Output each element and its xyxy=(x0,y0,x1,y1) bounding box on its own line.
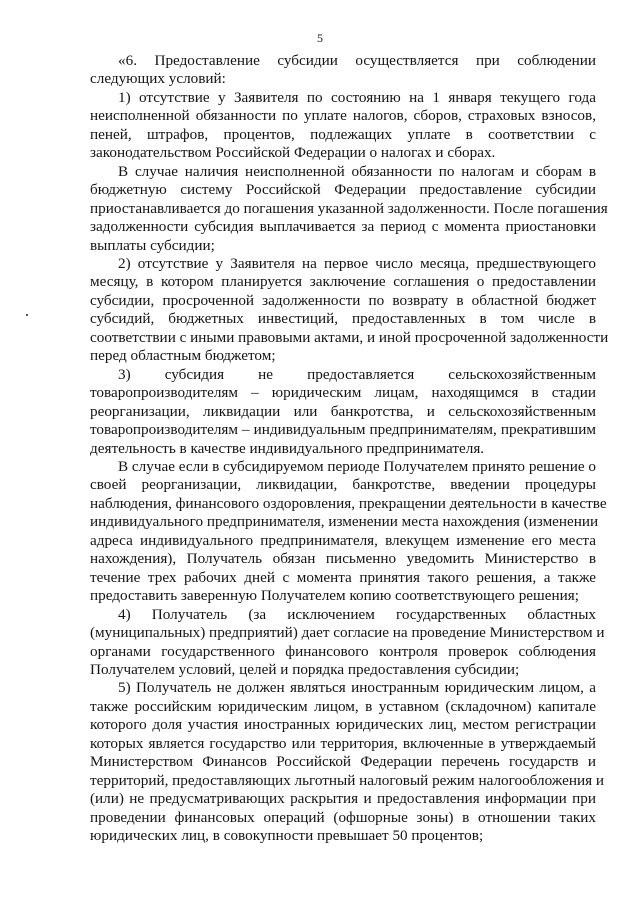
text-line: предоставить заверенную Получателем копию соответствующего решения; xyxy=(90,587,579,605)
text-line: адреса индивидуального предпринимателя, влекущем изменение его места xyxy=(90,531,596,549)
text-line: индивидуального предпринимателя, изменении места нахождения (изменении xyxy=(90,513,599,531)
text-line: которых является государство или территория, включенные в утверждаемый xyxy=(90,734,596,752)
text-line: деятельность в качестве индивидуального предпринимателя. xyxy=(90,439,485,457)
text-line: наблюдения, финансового оздоровления, прекращении деятельности в качестве xyxy=(90,494,607,512)
text-line: 5) Получатель не должен являться иностранным юридическим лицом, а xyxy=(118,679,596,697)
document-body xyxy=(90,52,609,845)
paragraph-p6 xyxy=(90,52,596,89)
text-line: задолженности субсидия выплачивается за период с момента приостановки xyxy=(90,218,596,236)
text-line: субсидии, просроченной задолженности по возврату в областной бюджет xyxy=(90,291,596,309)
text-line: Министерством Финансов Российской Федерации перечень государств и xyxy=(90,753,596,771)
text-line: перед областным бюджетом; xyxy=(90,347,276,365)
paragraph-p5 xyxy=(90,679,605,845)
text-line: своей реорганизации, ликвидации, банкротстве, введении процедуры xyxy=(90,476,596,494)
text-line: выплаты субсидии; xyxy=(90,236,215,254)
text-line: реорганизации, ликвидации или банкротства, и сельскохозяйственным xyxy=(90,402,596,420)
paragraph-p1 xyxy=(90,89,596,163)
text-line: 3) субсидия не предоставляется сельскохозяйственным xyxy=(118,365,596,383)
text-line: неисполненной обязанности по уплате налогов, сборов, страховых взносов, xyxy=(90,107,596,125)
text-line: месяцу, в котором планируется заключение соглашения о предоставлении xyxy=(90,273,596,291)
paragraph-p2 xyxy=(90,254,609,366)
scan-mark xyxy=(26,314,28,316)
paragraph-p4 xyxy=(90,605,605,680)
text-line: 4) Получатель (за исключением государственных областных xyxy=(118,605,596,623)
text-line: (муниципальных) предприятий) дает согласие на проведение Министерством и xyxy=(90,624,605,642)
text-line: Получателем условий, целей и порядка предоставления субсидии; xyxy=(90,660,520,678)
text-line: законодательством Российской Федерации о налогах и сборах. xyxy=(90,144,496,162)
text-line: товаропроизводителям – индивидуальным предпринимателям, прекратившим xyxy=(90,421,596,439)
text-line: 2) отсутствие у Заявителя на первое число месяца, предшествующего xyxy=(118,254,596,272)
text-line: органами государственного финансового контроля проверок соблюдения xyxy=(90,642,596,660)
text-line: бюджетную систему Российской Федерации предоставление субсидии xyxy=(90,181,596,199)
text-line: субсидий, бюджетных инвестиций, предоставленных в том числе в xyxy=(90,310,596,328)
text-line: товаропроизводителям – юридическим лицам, находящимся в стадии xyxy=(90,384,596,402)
paragraph-p3 xyxy=(90,366,596,458)
text-line: пеней, штрафов, процентов, подлежащих уплате в соответствии с xyxy=(90,125,596,143)
paragraph-p3b xyxy=(90,457,607,606)
page-number: 5 xyxy=(317,31,323,45)
text-line: «6. Предоставление субсидии осуществляется при соблюдении xyxy=(118,52,596,69)
text-line: также российским юридическим лицом, в уставном (складочном) капитале xyxy=(90,697,596,715)
text-line: следующих условий: xyxy=(90,70,226,88)
text-line: соответствии с иными правовыми актами, и иной просроченной задолженности xyxy=(90,328,609,346)
text-line: приостанавливается до погашения указанной задолженности. После погашения xyxy=(90,199,608,217)
text-line: 1) отсутствие у Заявителя по состоянию на 1 января текущего года xyxy=(118,88,596,106)
text-line: которого доля участия иностранных юридических лиц, местом регистрации xyxy=(90,716,596,734)
text-line: В случае наличия неисполненной обязанности по налогам и сборам в xyxy=(118,162,596,180)
text-line: В случае если в субсидируемом периоде Получателем принято решение о xyxy=(118,457,596,475)
text-line: территорий, предоставляющих льготный налоговый режим налогообложения и xyxy=(90,771,605,789)
text-line: (или) не предусматривающих раскрытия и предоставления информации при xyxy=(90,790,596,808)
text-line: течение трех рабочих дней с момента принятия такого решения, а также xyxy=(90,568,596,586)
text-line: нахождения), Получатель обязан письменно уведомить Министерство в xyxy=(90,550,596,568)
paragraph-p1b xyxy=(90,162,608,255)
text-line: проведении финансовых операций (офшорные зоны) в отношении таких xyxy=(90,808,596,826)
text-line: юридических лиц, в совокупности превышает 50 процентов; xyxy=(90,827,484,845)
